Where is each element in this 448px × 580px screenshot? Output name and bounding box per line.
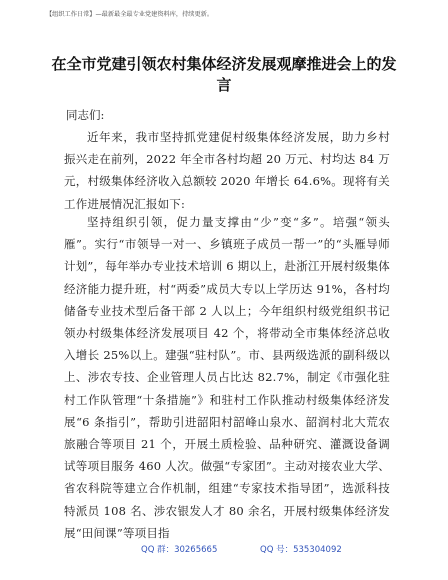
document-title: 在全市党建引领农村集体经济发展观摩推进会上的发言 (51, 55, 397, 94)
salutation: 同志们: (66, 108, 105, 122)
qq-number-label: QQ 号：535304092 (260, 545, 342, 555)
header-banner: 【组织工作日常】—最新最全最专业党建资料库，持续更新。 (46, 11, 214, 18)
qq-group-label: QQ 群：30265665 (141, 545, 218, 555)
paragraph-intro: 近年来，我市坚持抓党建促村级集体经济发展，助力乡村振兴走在前列，2022 年全市各村均超 20 万元、村均达 84 万元，村级集体经济收入总额较 2020 年增长 64.6%。现将有关工作进展情况汇报如下: (64, 130, 390, 211)
paragraph-organization: 坚持组织引领，促力量支撑由“少”变“多”。培强“领头雁”。实行“市领导一对一、乡镇班子成员一帮一”的“头雁导师计划”，每年举办专业技术培训 6 期以上，赴浙江开展村级集体经济能力提升班，村“两委”成员大专以上学历达 91%，各村均储备专业技术型后备干部 2 人以上；今年组织村级党组织书记领办村级集体经济发展项目 42 个，将带动全市集体经济总收入增长 25%以上。建强“驻村队”。市、县两级选派的副科级以上、涉农专技、企业管理人员占比达 82.7%，制定《市强化驻村工作队管理“十条措施”》和驻村工作队推动村级集体经济发展“6 条指引”，帮助引进韶阳村韶峰山泉水、韶润村北大荒农旅融合等项目 21 个，开展土质检验、品种研究、灌溉设备调试等项目服务 460 人次。做强“专家团”。主动对接农业大学、省农科院等建立合作机制，组建“专家技术指导团”，选派科技特派员 108 名、涉农银发人才 80 余名，开展村级集体经济发展“田间课”等项目指 (64, 215, 390, 540)
